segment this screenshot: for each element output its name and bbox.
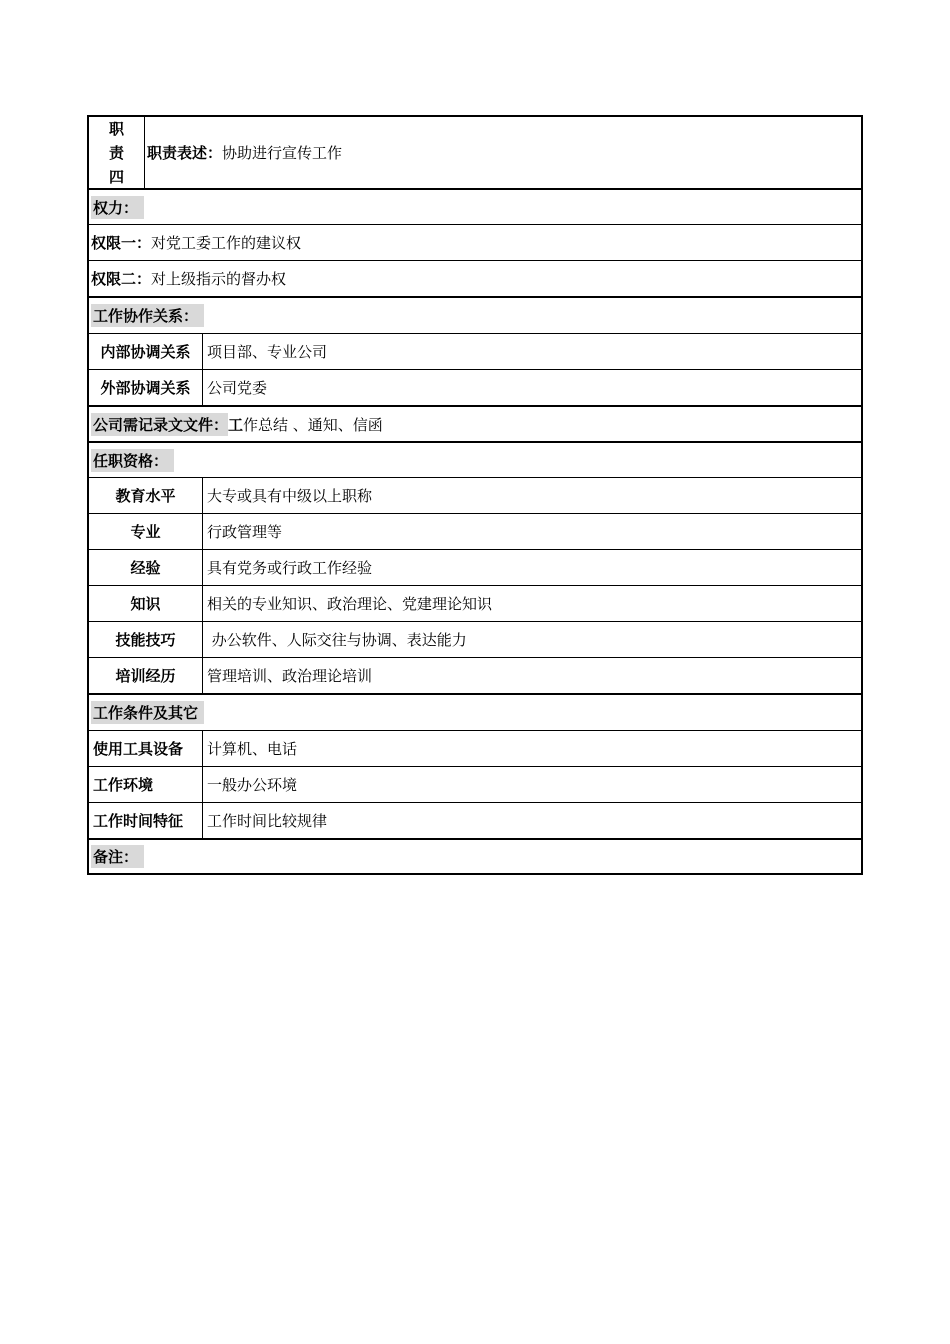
qualifications-title: 任职资格： — [91, 449, 174, 472]
job-description-table — [87, 115, 863, 875]
collaboration-row — [87, 369, 863, 405]
remarks-row — [87, 838, 863, 875]
condition-row — [87, 802, 863, 838]
collaboration-header-row — [87, 296, 863, 333]
collaboration-label: 内部协调关系 — [89, 334, 203, 369]
qualification-value: 具有党务或行政工作经验 — [207, 559, 373, 577]
qualification-label: 教育水平 — [89, 478, 203, 513]
condition-value: 计算机、电话 — [207, 740, 298, 758]
authority-title: 权力： — [91, 196, 144, 219]
duty-four-label-char: 职 — [108, 119, 124, 138]
qualification-label: 专业 — [89, 514, 203, 549]
collaboration-value: 项目部、专业公司 — [207, 343, 328, 361]
qualification-row — [87, 585, 863, 621]
conditions-title-cell — [89, 695, 861, 730]
qualification-label: 知识 — [89, 586, 203, 621]
condition-value: 工作时间比较规律 — [207, 812, 328, 830]
qualification-row — [87, 621, 863, 657]
qualification-value: 相关的专业知识、政治理论、党建理论知识 — [207, 595, 493, 613]
duty-four-row — [87, 115, 863, 188]
authority-item — [89, 261, 861, 296]
qualifications-header-row — [87, 441, 863, 477]
condition-label: 工作环境 — [89, 767, 203, 802]
condition-label: 使用工具设备 — [89, 731, 203, 766]
duty-four-label — [89, 117, 145, 188]
qualifications-title-cell — [89, 443, 861, 477]
qualification-row — [87, 477, 863, 513]
collaboration-title: 工作协作关系： — [91, 304, 204, 327]
condition-row — [87, 730, 863, 766]
documents-row — [87, 405, 863, 441]
authority-value: 对党工委工作的建议权 — [151, 234, 302, 252]
qualification-label: 技能技巧 — [89, 622, 203, 657]
qualification-value: 管理培训、政治理论培训 — [207, 667, 373, 685]
documents-value-first-char: 工 — [228, 415, 244, 434]
condition-label: 工作时间特征 — [89, 803, 203, 838]
qualification-row — [87, 549, 863, 585]
duty-desc-value: 协助进行宣传工作 — [222, 144, 343, 162]
authority-title-cell — [89, 190, 861, 224]
conditions-header-row — [87, 693, 863, 730]
duty-four-description — [145, 117, 861, 188]
collaboration-row — [87, 333, 863, 369]
remarks-title: 备注： — [91, 845, 144, 868]
qualification-value: 办公软件、人际交往与协调、表达能力 — [207, 631, 467, 649]
condition-value: 一般办公环境 — [207, 776, 298, 794]
authority-row — [87, 224, 863, 260]
authority-row — [87, 260, 863, 296]
duty-desc-label: 职责表述： — [147, 144, 223, 162]
duty-four-label-char: 责 — [108, 143, 124, 162]
documents-value: 作总结 、通知、信函 — [243, 415, 383, 434]
collaboration-value: 公司党委 — [207, 379, 268, 397]
qualification-row — [87, 513, 863, 549]
qualification-value: 大专或具有中级以上职称 — [207, 487, 373, 505]
collaboration-label: 外部协调关系 — [89, 370, 203, 405]
qualification-label: 经验 — [89, 550, 203, 585]
authority-item — [89, 225, 861, 260]
documents-label: 公司需记录文文件： — [91, 413, 228, 436]
authority-label: 权限二： — [91, 270, 152, 288]
authority-label: 权限一： — [91, 234, 152, 252]
qualification-value: 行政管理等 — [207, 523, 283, 541]
qualification-label: 培训经历 — [89, 658, 203, 693]
qualification-row — [87, 657, 863, 693]
duty-four-label-char: 四 — [108, 167, 124, 186]
collaboration-title-cell — [89, 298, 861, 333]
documents-cell — [89, 407, 861, 441]
remarks-cell — [89, 840, 861, 873]
conditions-title: 工作条件及其它 — [91, 701, 204, 724]
authority-header-row — [87, 188, 863, 224]
authority-value: 对上级指示的督办权 — [151, 270, 287, 288]
condition-row — [87, 766, 863, 802]
